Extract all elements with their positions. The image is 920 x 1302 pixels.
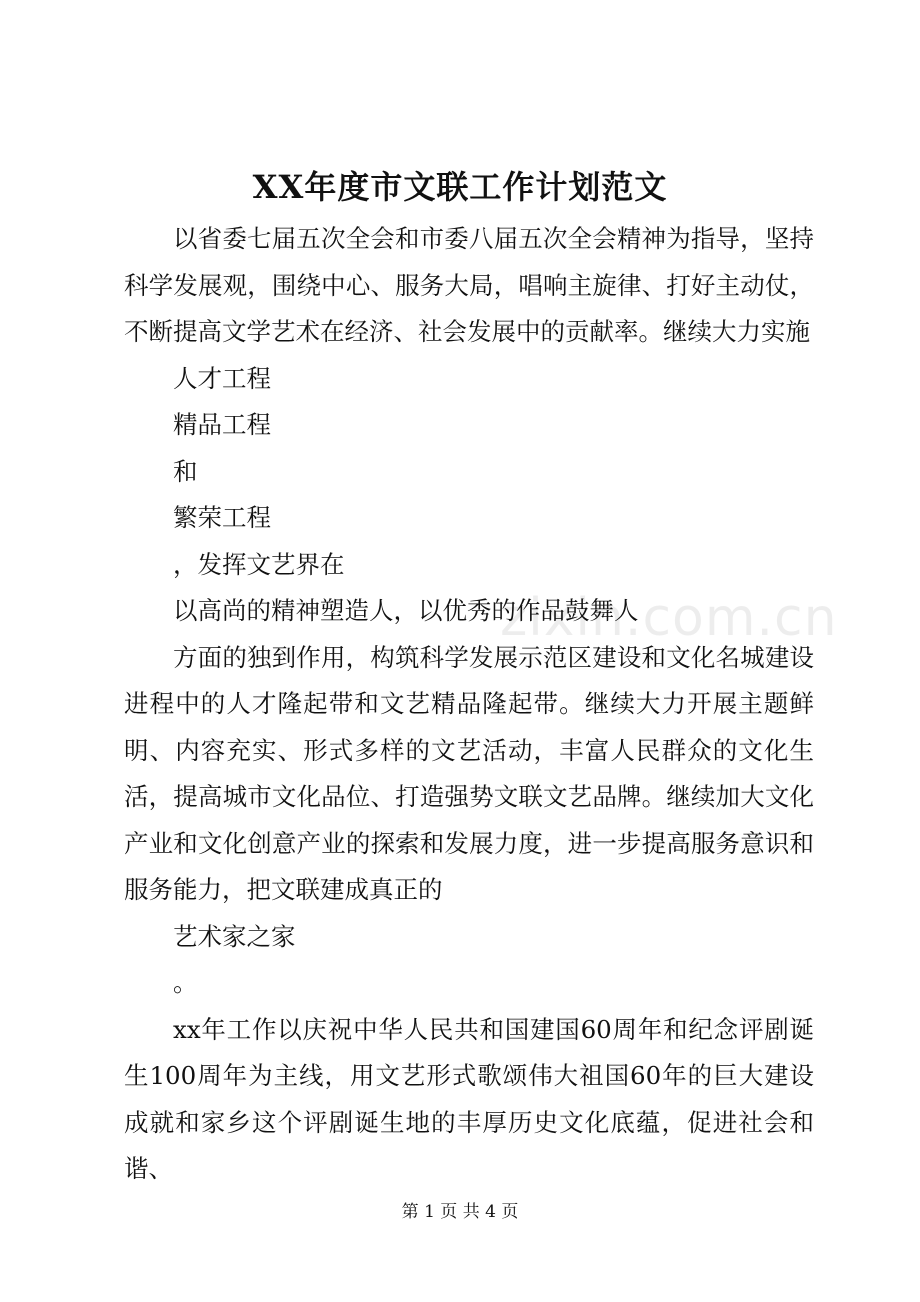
- watermark: zixin.com.cn: [500, 588, 838, 648]
- paragraph: 以高尚的精神塑造人，以优秀的作品鼓舞人: [173, 596, 639, 625]
- paragraph: ，发挥文艺界在: [173, 549, 345, 579]
- paragraph: 艺术家之家: [173, 921, 296, 951]
- document-body: [124, 216, 814, 1193]
- paragraph: 精品工程: [173, 410, 271, 439]
- page-footer: 第 1 页 共 4 页: [401, 1202, 519, 1222]
- paragraph: 繁荣工程: [173, 503, 271, 532]
- paragraph: 和: [173, 456, 198, 486]
- paragraph: 方面的独到作用，构筑科学发展示范区建设和文化名城建设进程中的人才隆起带和文艺精品隆起带。继续大力开展主题鲜明、内容充实、形式多样的文艺活动，丰富人民群众的文化生活，提高城市文化品位、打造强势文联文艺品牌。继续加大文化产业和文化创意产业的探索和发展力度，进一步提高服务意识和服务能力，把文联建成真正的: [124, 642, 814, 904]
- paragraph: xx年工作以庆祝中华人民共和国建国60周年和纪念评剧诞生100周年为主线，用文艺形式歌颂伟大祖国60年的巨大建设成就和家乡这个评剧诞生地的丰厚历史文化底蕴，促进社会和谐、: [124, 1014, 814, 1183]
- paragraph: 人才工程: [173, 363, 271, 393]
- paragraph: 。: [173, 968, 198, 997]
- paragraph: 以省委七届五次全会和市委八届五次全会精神为指导，坚持科学发展观，围绕中心、服务大局，唱响主旋律、打好主动仗，不断提高文学艺术在经济、社会发展中的贡献率。继续大力实施: [124, 224, 814, 346]
- document-title: XX年度市文联工作计划范文: [252, 168, 668, 206]
